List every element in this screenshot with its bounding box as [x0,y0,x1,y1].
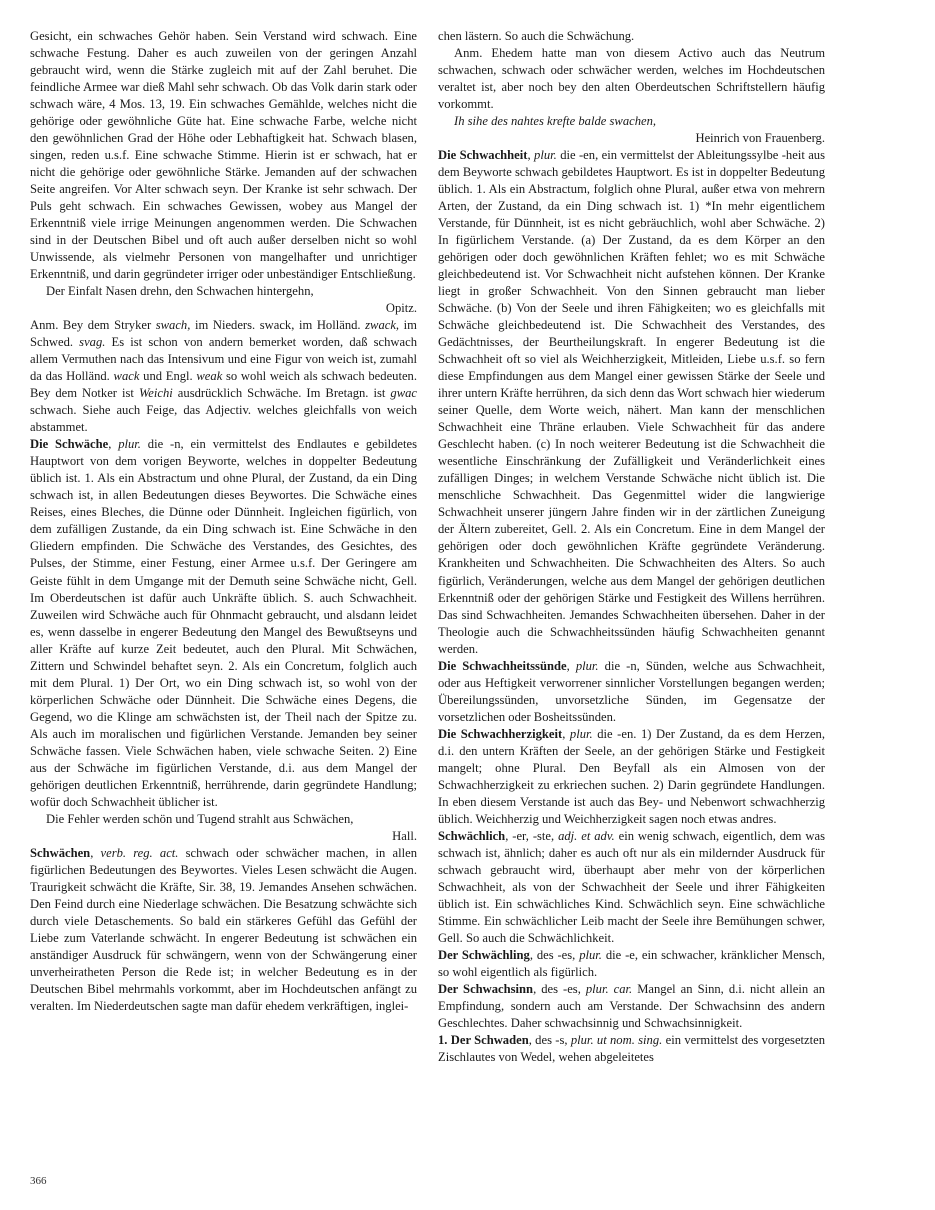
entry-continuation: Gesicht, ein schwaches Gehör haben. Sein Verstand wird schwach. Eine schwache Festung. Daher es auch zuweilen von der geringen Anzahl gebraucht wird, wenn die Stärke zugleich mit auf der Zahl beruhet. Die feindliche Armee war dieß Mahl sehr schwach. Ob das Volk darin stark oder schwach wäre, 4 Mos. 13, 19. Ein schwaches Gemählde, welches nicht die gehörige oder gewöhnliche Güte hat. Eine schwache Farbe, welche nicht den gewöhnlichen Grad der Höhe oder Lebhaftigkeit hat. Schwach blasen, singen, reden u.s.f. Eine schwache Stimme. Hierin ist er schwach, hat er nicht die gehörige oder gewöhnliche Stärke. Jemanden auf der schwachen Seite angreifen. Vor Alter schwach seyn. Der Kranke ist sehr schwach. Der Puls geht schwach. Ein schwaches Gewissen, wobey aus Mangel der Erkenntniß viele irrige Meinungen angenommen werden. Die Schwachen sind in der Deutschen Bibel und oft auch außer derselben nicht so wohl Unwissende, als vielmehr Personen von mangelhafter und unrichtiger Erkenntniß, und darin gegründeter irriger oder unbeständiger Entschließung. [30,29,417,282]
entry-headword: Die Schwachherzigkeit [438,726,563,741]
right-column [438,28,825,1066]
page-number: 366 [30,1175,47,1187]
verse-author: Opitz. [385,301,417,316]
dictionary-entry: Die Schwachheit, plur. die -en, ein vermittelst der Ableitungssylbe -heit aus dem Beyworte schwach gebildetes Hauptwort. Es ist in doppelter Bedeutung üblich. 1. Als ein Abstractum, folglich ohne Plural, außer etwa von mehrern Arten, der Zustand, da ein Ding schwach ist. 1) *In mehr eigentlichem Verstande, für Dünnheit, ist es nicht gebräuchlich, wohl aber Schwäche. 2) In figürlichem Verstande. (a) Der Zustand, da es dem Körper an den gehörigen oder doch gewöhnlichen Kräften fehlet; wo es mit Schwäche gleichbedeutend ist. Vor Schwachheit nicht aufstehen können. Der Kranke liegt in großer Schwachheit. Von den Sinnen gebraucht man lieber Schwäche. (b) Von der Seele und ihren Fähigkeiten; wo es gleichfalls mit Schwäche gleichbedeutend ist. Die Schwachheit des Verstandes, des Gedächtnisses, der Beurtheilungskraft. In engerer Bedeutung ist die Schwachheit oft so viel als Weichherzigkeit, Mitleiden, Liebe u.s.f. so fern diese Empfindungen aus dem Mangel einer gewissen Stärke der Seele und ihrer untern Kräfte herrühren, da sich denn das Wort schwach hier wiederum seiner Quelle, dem Worte weich, nähert. Man kann der menschlichen Schwachheit eine Thräne erlauben. Viele Schwachheit für das andere Geschlecht haben. (c) In noch weiterer Bedeutung ist die Schwachheit die wesentliche Einschränkung der Zufälligkeit und Veränderlichkeit eines zufälligen Dinges; in welchem Verstande Schwäche nicht üblich ist. Die menschliche Schwachheit. Das Gegenmittel wider die langwierige Schwachheit unserer jüngern Jahre finden wir in der zärtlichen Zuneigung der Ältern zubereitet, Gell. 2. Als ein Concretum. Eine in dem Mangel der gehörigen oder doch gewöhnlichen Kräfte gegründete Veränderung. Krankheiten und Schwachheiten. Die Schwachheiten des Alters. So auch figürlich, Veränderungen, welche aus dem Mangel der gehörigen deutlichen Erkenntniß oder der gehörigen Stärke und Festigkeit des Willens herrühren. Das sind Schwachheiten. Jemandes Schwachheiten übersehen. Daher in der Theologie auch die Schwachheitssünden häufig Schwachheiten genannt werden. [438,148,826,656]
dictionary-entry: Die Schwachherzigkeit, plur. die -en. 1) Der Zustand, da es dem Herzen, d.i. den untern Kräften der Seele, an der gehörigen Stärke und Festigkeit mangelt; ohne Plural. Den Beyfall als ein Almosen von der Schwachherzigkeit zu erkriechen suchen. 2) Darin gegründete Handlungen. In eben diesem Verstande ist auch das Bey- und Nebenwort schwachherzig üblich. Weichherzig und Weichherzigkeit sagen noch etwas andres. [438,726,825,826]
entry-headword: Die Schwachheit [438,148,528,163]
entry-headword: Der Schwächling [438,947,530,962]
dictionary-entry: Schwächlich, -er, -ste, adj. et adv. ein wenig schwach, eigentlich, dem was schwach ist, ähnlich; daher es auch oft nur als ein mildernder Ausdruck für schwach gebraucht wird, überhaupt aber mehr von der körperlichen Schwachheit, als von der Schwachheit der Seele und ihrer Fähigkeiten üblich ist. Ein schwächliches Kind. Schwächlich seyn. Eine schwächliche Stimme. Ein schwächlicher Leib macht der Seele ihre Bemühungen schwer, Gell. So auch die Schwächlichkeit. [438,828,825,945]
entry-headword: Die Schwachheitssünde [438,658,567,673]
entry-headword: Die Schwäche [30,437,109,452]
dictionary-entry: Schwächen, verb. reg. act. schwach oder schwächer machen, in allen figürlichen Bedeutungen des Beywortes. Vieles Lesen schwächt die Augen. Traurigkeit schwächt die Kräfte, Sir. 38, 19. Jemandes Ansehen schwächen. Den Feind durch eine Niederlage schwächen. Die Besatzung schwächte sich durch viele Detaschements. So bald ein stärkeres Gefühl das Gefühl der Liebe zum Vaterlande schwächt. In engerer Bedeutung ist schwächen ein anständiger Ausdruck für schwängern, wenn von der Schwängerung einer unverheiratheten Person die Rede ist; in welcher Bedeutung es in der Deutschen Bibel mehrmahls vorkommt, aber im Hochdeutschen anfängt zu veralten. Im Niederdeutschen sagte man dafür ehedem verkräftigen, inglei- [30,845,418,1013]
etymology-note: Anm. Ehedem hatte man von diesem Activo auch das Neutrum schwachen, schwach oder schwächer werden, welches im Hochdeutschen veraltet ist, aber noch bey den alten Oberdeutschen Schriftstellern häufig vorkommt. [438,46,825,112]
entry-headword: Der Schwachsinn [438,981,534,996]
grammar-abbr: plur. [569,726,593,741]
grammar-abbr: plur. [118,437,141,452]
verse-quote: Ih sihe des nahtes krefte balde swachen, [454,114,657,129]
entry-headword: 1. Der Schwaden [438,1032,529,1047]
verse-author: Hall. [392,828,417,843]
grammar-abbr: plur. [579,947,602,962]
grammar-abbr: adj. et adv. [558,828,615,843]
entry-headword: Schwächen [30,845,91,860]
dictionary-entry: Der Schwächling, des -es, plur. die -e, ein schwacher, kränklicher Mensch, so wohl eigentlich als figürlich. [438,947,826,979]
grammar-abbr: verb. reg. act. [100,845,179,860]
verse-quote: Der Einfalt Nasen drehn, den Schwachen hintergehn, [46,284,314,299]
dictionary-entry: Der Schwachsinn, des -es, plur. car. Mangel an Sinn, d.i. nicht allein an Empfindung, sondern auch am Verstande. Der Schwachsinn des andern Geschlechtes. Daher schwachsinnig und Schwachsinnigkeit. [438,981,826,1030]
verse-quote: Die Fehler werden schön und Tugend strahlt aus Schwächen, [46,811,354,826]
dictionary-entry: 1. Der Schwaden, des -s, plur. ut nom. sing. ein vermittelst des vorgesetzten Zischlautes von Wedel, wehen abgeleitetes [438,1032,826,1064]
dictionary-entry: Die Schwachheitssünde, plur. die -n, Sünden, welche aus Schwachheit, oder aus Heftigkeit verworrener sinnlicher Vorstellungen begangen werden; Übereilungssünden, unvorsetzliche Sünden, im Gegensatze der vorsetzlichen oder Bosheitssünden. [438,658,826,724]
entry-headword: Schwächlich [438,828,506,843]
verse-author: Heinrich von Frauenberg. [695,131,825,146]
dictionary-entry: Die Schwäche, plur. die -n, ein vermittelst des Endlautes e gebildetes Hauptwort von dem vorigen Beyworte, welches in doppelter Bedeutung üblich ist. 1. Als ein Abstractum und ohne Plural, der Zustand, da ein Ding schwach ist, in allen Bedeutungen dieses Beywortes. Die Schwäche eines Reises, eines Bleches, die Dünne oder Dünnheit. Ingleichen figürlich, von dem zufälligen Zustande, da ein Ding schwach ist. Eine Schwäche in den Gliedern empfinden. Die Schwäche des Verstandes, des Gesichtes, des Pulses, der Stimme, einer Festung, einer Armee u.s.f. Der Geringere am Geiste fühlt in dem Umgange mit der Demuth seine Schwäche nicht, Gell. Im Oberdeutschen ist dafür auch Unkräfte üblich. S. auch Schwachheit. Zuweilen wird Schwäche auch für Ohnmacht gebraucht, und alsdann leidet es, wenn dasselbe in engerer Bedeutung den Mangel des Bewußtseyns und aller Kräfte auf kurze Zeit bedeutet, auch den Plural. Mit Schwächen, Zittern und Schwindel behaftet seyn. 2. Als ein Concretum, folglich auch mit dem Plural. 1) Der Ort, wo ein Ding schwach ist, so wohl von der körperlichen Schwäche oder Dünnheit. Die Schwäche eines Degens, die Gegend, wo die Klinge am schwächsten ist, der Theil nach der Spitze zu. Als auch im moralischen und figürlichen Verstande. Jemanden bey seiner Schwäche fassen. Viele Schwächen haben, viele schwache Seiten. 2) Eine aus der Schwäche im figürlichen Verstande, d.i. aus dem Mangel der gehörigen deutlichen Erkenntniß, herrührende, darin gegründete Handlung; wofür doch Schwachheit üblicher ist. [30,437,417,809]
entry-continuation: chen lästern. So auch die Schwächung. [438,29,635,43]
left-column [30,28,417,1015]
grammar-abbr: plur. [534,148,557,163]
grammar-abbr: plur. ut nom. sing. [570,1032,663,1047]
etymology-note: Anm. Bey dem Stryker swach, im Nieders. swack, im Holländ. zwack, im Schwed. svag. Es ist schon von andern bemerket worden, daß schwach allem Vermuthen nach das Intensivum und eine Figur von weich ist, zumahl da das Holländ. wack und Engl. weak so wohl weich als schwach bedeuten. Bey dem Notker ist Weichi ausdrücklich Schwäche. Im Bretagn. ist gwac schwach. Siehe auch Feige, das Adjectiv. welches gleichfalls von weich abstammet. [30,318,418,435]
grammar-abbr: plur. [575,658,599,673]
grammar-abbr: plur. car. [585,981,633,996]
